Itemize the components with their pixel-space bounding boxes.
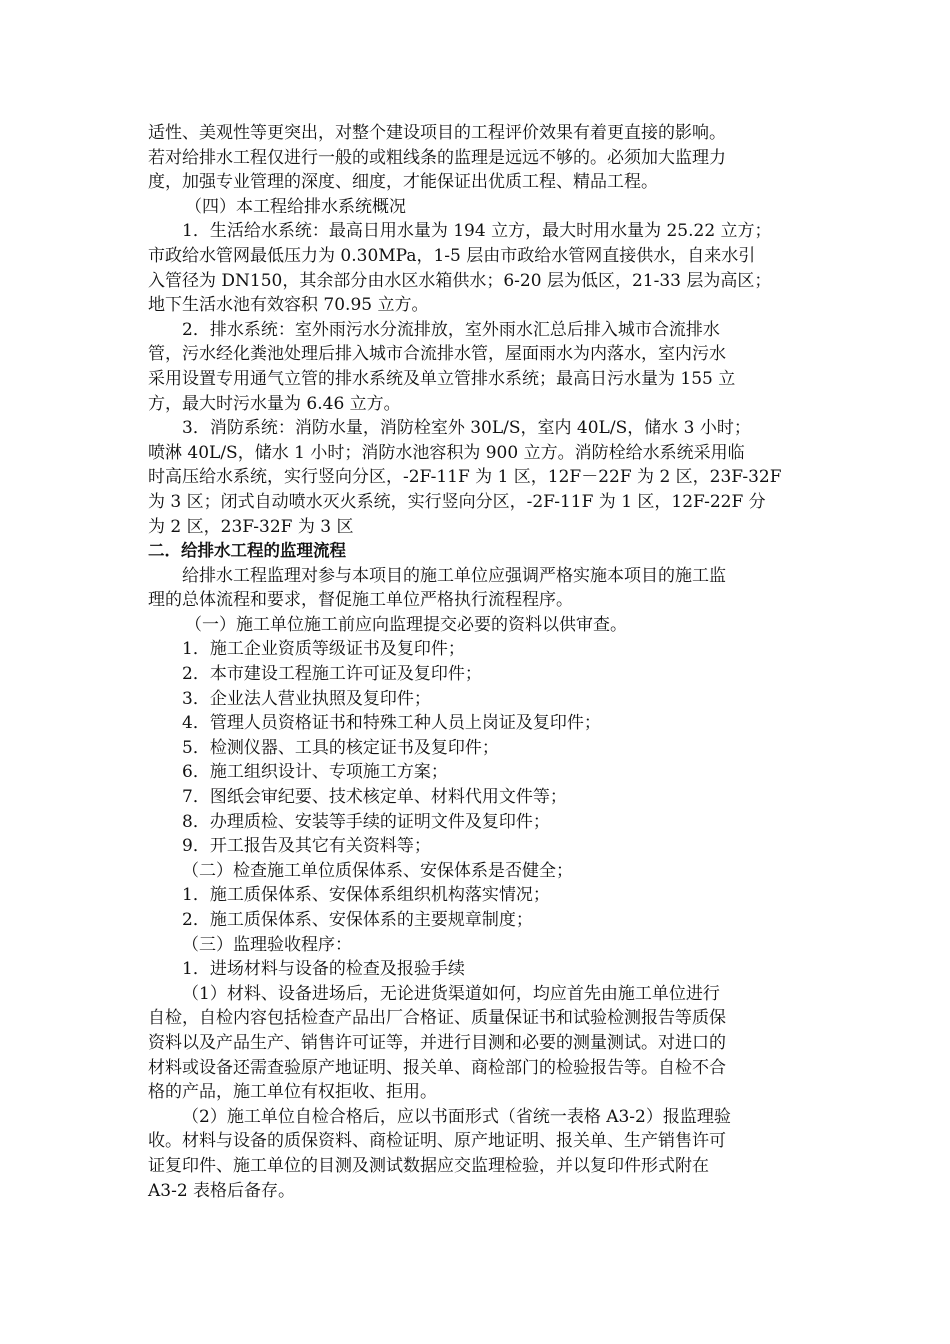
list-item: 5．检测仪器、工具的核定证书及复印件；	[182, 737, 499, 758]
list-item: 2．本市建设工程施工许可证及复印件；	[182, 664, 482, 685]
text-line: 为 3 区；闭式自动喷水灭火系统，实行竖向分区，-2F-11F 为 1 区，12F-22F 分	[148, 491, 766, 512]
text-line: 给排水工程监理对参与本项目的施工单位应强调严格实施本项目的施工监	[182, 565, 726, 586]
text-line: 2．排水系统：室外雨污水分流排放，室外雨水汇总后排入城市合流排水	[182, 319, 720, 340]
part-2-heading: 二．给排水工程的监理流程	[148, 541, 346, 561]
list-item: 2．施工质保体系、安保体系的主要规章制度；	[182, 910, 533, 930]
text-line: 为 2 区，23F-32F 为 3 区	[148, 516, 354, 537]
text-line: 自检，自检内容包括检查产品出厂合格证、质量保证书和试验检测报告等质保	[148, 1008, 726, 1029]
list-item: 9．开工报告及其它有关资料等；	[182, 836, 431, 857]
text-line: 材料或设备还需查验原产地证明、报关单、商检部门的检验报告等。自检不合	[148, 1057, 726, 1078]
document-page	[148, 121, 808, 1203]
sub-1-title: （一）施工单位施工前应向监理提交必要的资料以供审查。	[185, 614, 627, 635]
sub-2-title: （二）检查施工单位质保体系、安保体系是否健全；	[182, 860, 573, 881]
text-line: 时高压给水系统，实行竖向分区，-2F-11F 为 1 区，12F－22F 为 2 区，23F-32F	[148, 467, 782, 488]
part-2-intro	[148, 564, 808, 613]
text-line: 适性、美观性等更突出，对整个建设项目的工程评价效果有着更直接的影响。	[148, 123, 726, 143]
inspection-paragraph-2	[148, 1105, 808, 1203]
text-line: 度，加强专业管理的深度、细度，才能保证出优质工程、精品工程。	[148, 172, 658, 193]
text-line: 收。材料与设备的质保资料、商检证明、原产地证明、报关单、生产销售许可	[148, 1131, 726, 1152]
text-line: （1）材料、设备进场后，无论进货渠道如何，均应首先由施工单位进行	[182, 983, 720, 1004]
sub-2-list	[148, 883, 808, 932]
text-line: 入管径为 DN150，其余部分由水区水箱供水；6-20 层为低区，21-33 层为高区；	[148, 270, 772, 291]
section-4-title: （四）本工程给排水系统概况	[185, 196, 406, 217]
text-line: 证复印件、施工单位的目测及测试数据应交监理检验，并以复印件形式附在	[148, 1155, 709, 1176]
text-line: 管，污水经化粪池处理后排入城市合流排水管，屋面雨水为内落水，室内污水	[148, 344, 726, 365]
text-line: 理的总体流程和要求，督促施工单位严格执行流程程序。	[148, 590, 573, 611]
text-line: 格的产品，施工单位有权拒收、拒用。	[148, 1082, 437, 1103]
text-line: （2）施工单位自检合格后，应以书面形式（省统一表格 A3-2）报监理验	[182, 1106, 731, 1127]
list-item: 1．施工企业资质等级证书及复印件；	[182, 639, 465, 660]
text-line: 3．消防系统：消防水量，消防栓室外 30L/S，室内 40L/S，储水 3 小时；	[182, 418, 751, 439]
sub-3-item-1: 1．进场材料与设备的检查及报验手续	[182, 959, 465, 980]
sub-1-list	[148, 637, 808, 858]
text-line: 地下生活水池有效容积 70.95 立方。	[148, 295, 429, 316]
list-item: 1．施工质保体系、安保体系组织机构落实情况；	[182, 885, 550, 906]
list-item: 6．施工组织设计、专项施工方案；	[182, 762, 448, 783]
intro-paragraph	[148, 121, 808, 195]
text-line: 1．生活给水系统：最高日用水量为 194 立方，最大时用水量为 25.22 立方；	[182, 221, 772, 242]
water-supply-paragraph	[148, 219, 808, 317]
list-item: 8．办理质检、安装等手续的证明文件及复印件；	[182, 811, 550, 832]
text-line: 方，最大时污水量为 6.46 立方。	[148, 393, 401, 414]
text-line: 资料以及产品生产、销售许可证等，并进行目测和必要的测量测试。对进口的	[148, 1032, 726, 1053]
text-line: 喷淋 40L/S，储水 1 小时；消防水池容积为 900 立方。消防栓给水系统采用临	[148, 442, 745, 463]
text-line: 市政给水管网最低压力为 0.30MPa，1-5 层由市政给水管网直接供水，自来水引	[148, 245, 756, 266]
list-item: 3．企业法人营业执照及复印件；	[182, 688, 431, 709]
drainage-paragraph	[148, 318, 808, 416]
text-line: 若对给排水工程仅进行一般的或粗线条的监理是远远不够的。必须加大监理力	[148, 147, 726, 168]
text-line: 采用设置专用通气立管的排水系统及单立管排水系统；最高日污水量为 155 立	[148, 368, 736, 389]
list-item: 4．管理人员资格证书和特殊工种人员上岗证及复印件；	[182, 713, 601, 734]
list-item: 7．图纸会审纪要、技术核定单、材料代用文件等；	[182, 787, 567, 808]
fire-paragraph	[148, 416, 808, 539]
inspection-paragraph-1	[148, 982, 808, 1105]
sub-3-title: （三）监理验收程序：	[182, 934, 352, 955]
text-line: A3-2 表格后备存。	[148, 1180, 296, 1201]
